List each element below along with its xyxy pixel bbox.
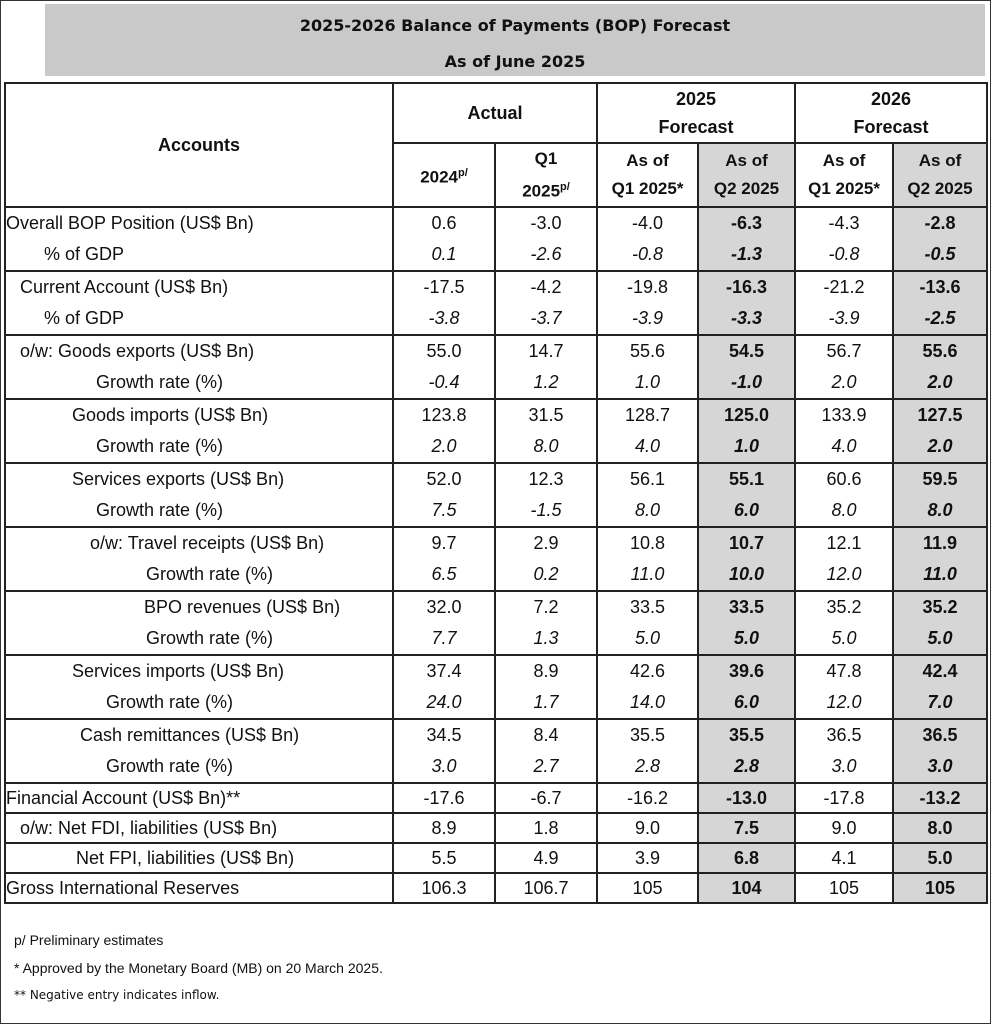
table-row — [5, 335, 987, 399]
row-label-cell — [5, 591, 393, 655]
value-cell — [597, 655, 698, 719]
col-2026-asof-q2-l1: As of — [918, 151, 962, 170]
value-main: 8.9 — [533, 661, 559, 681]
value-rate: 8.0 — [635, 500, 661, 520]
value-cell — [597, 783, 698, 813]
col-2025-asof-q2-l1: As of — [725, 151, 768, 170]
value-main: 47.8 — [826, 661, 862, 681]
value-cell — [893, 527, 987, 591]
value-cell — [893, 813, 987, 843]
value-main: 52.0 — [426, 469, 462, 489]
footnote-approved: * Approved by the Monetary Board (MB) on 20 March 2025. — [14, 960, 383, 976]
value-cell — [597, 207, 698, 271]
value-cell — [597, 399, 698, 463]
forecast-2026-label: Forecast — [853, 117, 929, 137]
value-main: -4.2 — [530, 277, 562, 297]
value-cell — [795, 655, 893, 719]
value-main: 133.9 — [821, 405, 867, 425]
value-main: 35.2 — [826, 597, 862, 617]
forecast-2025-year: 2025 — [676, 89, 717, 109]
value-main: 6.8 — [734, 848, 760, 868]
value-rate: -3.8 — [428, 308, 460, 328]
value-main: 106.7 — [523, 878, 569, 898]
col-2026-asof-q2-header — [893, 143, 987, 207]
row-label-cell — [5, 335, 393, 399]
value-main: -17.6 — [423, 788, 465, 808]
value-rate: -3.7 — [530, 308, 562, 328]
value-main: 9.7 — [431, 533, 457, 553]
value-cell — [893, 399, 987, 463]
value-cell — [597, 527, 698, 591]
value-cell — [795, 873, 893, 903]
value-rate: 2.0 — [927, 372, 953, 392]
value-cell — [698, 655, 795, 719]
value-cell — [795, 463, 893, 527]
table-row — [5, 873, 987, 903]
value-rate: 6.0 — [734, 500, 760, 520]
footnote-negative-entry: ** Negative entry indicates inflow. — [14, 988, 220, 1002]
row-sublabel: Growth rate (%) — [146, 564, 274, 584]
col-2026-asof-q1-l2: Q1 2025* — [808, 179, 880, 198]
value-main: 10.8 — [629, 533, 666, 553]
value-cell — [893, 655, 987, 719]
value-rate: -3.9 — [632, 308, 664, 328]
value-main: 42.6 — [629, 661, 666, 681]
value-cell — [893, 873, 987, 903]
value-main: 55.6 — [922, 341, 958, 361]
table-row — [5, 527, 987, 591]
value-rate: -3.9 — [828, 308, 860, 328]
value-cell — [893, 783, 987, 813]
row-sublabel: % of GDP — [44, 244, 125, 264]
value-rate: 4.0 — [635, 436, 661, 456]
value-rate: 11.0 — [630, 564, 665, 584]
value-rate: 2.0 — [831, 372, 857, 392]
row-label: o/w: Net FDI, liabilities (US$ Bn) — [20, 818, 278, 838]
value-main: -16.2 — [627, 788, 669, 808]
value-cell — [597, 271, 698, 335]
value-cell — [795, 843, 893, 873]
value-main: 7.5 — [734, 818, 760, 838]
value-cell — [795, 271, 893, 335]
value-rate: 7.0 — [927, 692, 953, 712]
table-row — [5, 783, 987, 813]
col-2024-text: 2024 — [420, 167, 459, 187]
row-label-cell — [5, 843, 393, 873]
value-main: 9.0 — [831, 818, 857, 838]
value-cell — [698, 783, 795, 813]
value-main: 123.8 — [421, 405, 467, 425]
value-main: -6.3 — [731, 213, 763, 233]
value-cell — [698, 843, 795, 873]
value-rate: 1.2 — [533, 372, 559, 392]
value-rate: -0.5 — [924, 244, 956, 264]
value-rate: -0.8 — [632, 244, 664, 264]
value-cell — [495, 335, 597, 399]
value-main: 0.6 — [431, 213, 457, 233]
row-sublabel: Growth rate (%) — [146, 628, 274, 648]
value-cell — [795, 527, 893, 591]
value-main: 42.4 — [922, 661, 958, 681]
value-main: -21.2 — [823, 277, 865, 297]
value-rate: 5.0 — [635, 628, 661, 648]
value-main: 36.5 — [922, 725, 958, 745]
forecast-2026-year: 2026 — [871, 89, 912, 109]
value-cell — [393, 843, 495, 873]
row-label: Net FPI, liabilities (US$ Bn) — [76, 848, 295, 868]
value-main: 33.5 — [729, 597, 765, 617]
value-cell — [893, 335, 987, 399]
value-main: 125.0 — [724, 405, 770, 425]
value-main: 7.2 — [533, 597, 559, 617]
value-cell — [495, 655, 597, 719]
title-side-cell — [6, 4, 46, 76]
value-main: 34.5 — [426, 725, 462, 745]
col-2026-asof-q1-header — [795, 143, 893, 207]
value-main: 2.9 — [533, 533, 559, 553]
value-cell — [393, 655, 495, 719]
actual-header: Actual — [393, 83, 597, 143]
value-cell — [495, 873, 597, 903]
value-main: -13.2 — [919, 788, 961, 808]
value-cell — [597, 813, 698, 843]
value-main: 104 — [731, 878, 762, 898]
title-band — [45, 4, 985, 76]
value-main: 55.0 — [426, 341, 462, 361]
value-main: 8.4 — [533, 725, 559, 745]
value-cell — [495, 463, 597, 527]
value-main: 127.5 — [917, 405, 963, 425]
value-rate: 2.0 — [431, 436, 457, 456]
value-main: 39.6 — [729, 661, 765, 681]
value-main: 37.4 — [426, 661, 462, 681]
value-cell — [893, 719, 987, 783]
value-rate: 1.3 — [533, 628, 559, 648]
table-subtitle: As of June 2025 — [444, 52, 586, 71]
value-rate: 6.0 — [734, 692, 760, 712]
value-cell — [795, 399, 893, 463]
value-cell — [795, 813, 893, 843]
value-main: 55.1 — [729, 469, 765, 489]
value-main: 32.0 — [426, 597, 462, 617]
value-cell — [698, 271, 795, 335]
value-rate: -3.3 — [731, 308, 763, 328]
value-cell — [597, 463, 698, 527]
value-main: 9.0 — [635, 818, 661, 838]
value-cell — [698, 873, 795, 903]
value-rate: 8.0 — [533, 436, 559, 456]
value-main: 4.9 — [533, 848, 559, 868]
table-row — [5, 655, 987, 719]
value-rate: 1.0 — [635, 372, 661, 392]
value-rate: 12.0 — [826, 692, 862, 712]
value-rate: 14.0 — [629, 692, 666, 712]
col-q1-2025-header — [495, 143, 597, 207]
value-main: 105 — [829, 878, 860, 898]
value-cell — [393, 463, 495, 527]
row-label: Current Account (US$ Bn) — [20, 277, 229, 297]
col-q1-2025-l1: Q1 — [534, 148, 558, 168]
value-cell — [495, 591, 597, 655]
value-rate: 11.0 — [923, 564, 957, 584]
value-cell — [698, 719, 795, 783]
row-sublabel: Growth rate (%) — [96, 436, 224, 456]
value-rate: 7.7 — [431, 628, 457, 648]
value-cell — [495, 207, 597, 271]
value-main: 35.2 — [922, 597, 958, 617]
value-rate: -0.4 — [428, 372, 460, 392]
value-cell — [893, 591, 987, 655]
value-rate: -2.6 — [530, 244, 562, 264]
value-main: 106.3 — [421, 878, 467, 898]
table-row — [5, 591, 987, 655]
value-cell — [393, 873, 495, 903]
table-row — [5, 719, 987, 783]
table-row — [5, 399, 987, 463]
value-rate: 8.0 — [831, 500, 857, 520]
value-cell — [393, 719, 495, 783]
value-cell — [597, 591, 698, 655]
row-sublabel: Growth rate (%) — [106, 756, 234, 776]
row-label-cell — [5, 207, 393, 271]
col-2024-sup: p/ — [458, 166, 468, 179]
value-main: 36.5 — [826, 725, 862, 745]
value-rate: 2.8 — [635, 756, 661, 776]
table-row — [5, 271, 987, 335]
value-cell — [393, 271, 495, 335]
value-rate: 2.0 — [927, 436, 953, 456]
value-main: 35.5 — [729, 725, 765, 745]
value-cell — [495, 719, 597, 783]
value-main: 105 — [925, 878, 956, 898]
bop-forecast-table — [4, 82, 988, 904]
value-cell — [495, 783, 597, 813]
table-body — [5, 207, 987, 903]
row-label-cell — [5, 783, 393, 813]
value-rate: 2.8 — [734, 756, 760, 776]
value-cell — [893, 843, 987, 873]
col-2025-asof-q2-l2: Q2 2025 — [713, 179, 780, 198]
value-rate: 6.5 — [431, 564, 457, 584]
value-cell — [698, 591, 795, 655]
value-rate: 24.0 — [426, 692, 462, 712]
value-cell — [495, 271, 597, 335]
col-2025-asof-q2-header — [698, 143, 795, 207]
value-main: -13.6 — [919, 277, 961, 297]
value-main: 59.5 — [922, 469, 958, 489]
value-main: -19.8 — [627, 277, 669, 297]
value-rate: 3.0 — [831, 756, 857, 776]
value-main: -4.0 — [632, 213, 664, 233]
col-2025-asof-q1-header — [597, 143, 698, 207]
value-rate: 5.0 — [927, 628, 953, 648]
value-main: 11.9 — [923, 533, 958, 553]
footnote-preliminary: p/ Preliminary estimates — [14, 932, 164, 948]
value-cell — [795, 591, 893, 655]
value-main: 33.5 — [629, 597, 666, 617]
table-row — [5, 463, 987, 527]
row-label: Gross International Reserves — [6, 878, 240, 898]
value-cell — [393, 207, 495, 271]
value-main: 54.5 — [729, 341, 765, 361]
row-label-cell — [5, 271, 393, 335]
value-cell — [893, 463, 987, 527]
accounts-header: Accounts — [5, 83, 393, 207]
value-cell — [393, 527, 495, 591]
value-main: 56.1 — [629, 469, 666, 489]
value-main: 55.6 — [629, 341, 666, 361]
row-label: o/w: Goods exports (US$ Bn) — [20, 341, 255, 361]
value-cell — [795, 207, 893, 271]
value-main: -2.8 — [924, 213, 956, 233]
value-cell — [795, 719, 893, 783]
value-cell — [393, 813, 495, 843]
value-main: -6.7 — [530, 788, 562, 808]
col-q1-2025-l2: 2025 — [522, 181, 561, 201]
value-main: -3.0 — [530, 213, 562, 233]
value-cell — [393, 399, 495, 463]
forecast-2025-header — [597, 83, 795, 143]
value-main: 128.7 — [624, 405, 671, 425]
value-main: 60.6 — [826, 469, 862, 489]
value-cell — [597, 843, 698, 873]
value-main: 56.7 — [826, 341, 862, 361]
value-rate: 1.0 — [734, 436, 760, 456]
value-rate: -1.0 — [731, 372, 763, 392]
value-cell — [698, 463, 795, 527]
value-main: 1.8 — [533, 818, 559, 838]
value-rate: 0.2 — [533, 564, 559, 584]
row-label: BPO revenues (US$ Bn) — [144, 597, 341, 617]
value-main: 31.5 — [528, 405, 564, 425]
col-2025-asof-q1-l2: Q1 2025* — [611, 179, 684, 198]
row-sublabel: % of GDP — [44, 308, 125, 328]
forecast-2026-header — [795, 83, 987, 143]
row-label: Overall BOP Position (US$ Bn) — [6, 213, 254, 233]
value-main: 5.5 — [431, 848, 457, 868]
value-cell — [795, 335, 893, 399]
col-2025-asof-q1-l1: As of — [626, 151, 669, 170]
value-rate: 1.7 — [533, 692, 559, 712]
value-rate: 8.0 — [927, 500, 953, 520]
value-rate: -1.3 — [731, 244, 763, 264]
value-cell — [698, 335, 795, 399]
value-main: 105 — [632, 878, 663, 898]
row-label-cell — [5, 399, 393, 463]
row-label-cell — [5, 527, 393, 591]
row-label: o/w: Travel receipts (US$ Bn) — [90, 533, 325, 553]
row-sublabel: Growth rate (%) — [96, 372, 224, 392]
value-rate: 3.0 — [431, 756, 457, 776]
row-label: Services exports (US$ Bn) — [72, 469, 285, 489]
value-cell — [698, 813, 795, 843]
value-main: 12.3 — [528, 469, 564, 489]
value-rate: 4.0 — [831, 436, 857, 456]
value-main: 8.0 — [927, 818, 953, 838]
value-main: 8.9 — [431, 818, 457, 838]
table-row — [5, 207, 987, 271]
value-rate: 5.0 — [734, 628, 760, 648]
row-label-cell — [5, 813, 393, 843]
value-cell — [495, 527, 597, 591]
value-rate: 7.5 — [431, 500, 457, 520]
value-main: -13.0 — [726, 788, 768, 808]
value-main: -17.5 — [423, 277, 465, 297]
value-cell — [495, 399, 597, 463]
value-cell — [495, 813, 597, 843]
value-main: 35.5 — [629, 725, 666, 745]
forecast-2025-label: Forecast — [658, 117, 734, 137]
row-label-cell — [5, 655, 393, 719]
row-sublabel: Growth rate (%) — [106, 692, 234, 712]
row-label-cell — [5, 719, 393, 783]
value-main: -17.8 — [823, 788, 865, 808]
value-cell — [393, 335, 495, 399]
value-cell — [393, 591, 495, 655]
value-main: -16.3 — [726, 277, 768, 297]
value-cell — [597, 335, 698, 399]
value-cell — [698, 207, 795, 271]
value-cell — [495, 843, 597, 873]
value-rate: 3.0 — [927, 756, 953, 776]
value-main: 5.0 — [927, 848, 953, 868]
value-main: 12.1 — [826, 533, 862, 553]
col-q1-2025-sup: p/ — [560, 180, 570, 193]
value-main: 4.1 — [831, 848, 857, 868]
row-label: Financial Account (US$ Bn)** — [6, 788, 241, 808]
row-label: Services imports (US$ Bn) — [72, 661, 285, 681]
value-rate: -0.8 — [828, 244, 860, 264]
footnotes — [14, 932, 383, 1014]
value-cell — [597, 719, 698, 783]
value-cell — [698, 399, 795, 463]
value-rate: 0.1 — [431, 244, 457, 264]
value-rate: 10.0 — [729, 564, 765, 584]
row-label-cell — [5, 873, 393, 903]
value-cell — [795, 783, 893, 813]
value-main: 3.9 — [635, 848, 661, 868]
col-2026-asof-q2-l2: Q2 2025 — [907, 179, 973, 198]
value-cell — [597, 873, 698, 903]
value-main: -4.3 — [828, 213, 860, 233]
value-rate: 5.0 — [831, 628, 857, 648]
value-main: 14.7 — [528, 341, 564, 361]
row-label: Goods imports (US$ Bn) — [72, 405, 269, 425]
value-cell — [698, 527, 795, 591]
table-row — [5, 813, 987, 843]
value-rate: -2.5 — [924, 308, 956, 328]
table-row — [5, 843, 987, 873]
value-rate: -1.5 — [530, 500, 562, 520]
value-rate: 2.7 — [533, 756, 559, 776]
row-label: Cash remittances (US$ Bn) — [80, 725, 300, 745]
table-title: 2025-2026 Balance of Payments (BOP) Forecast — [299, 16, 731, 35]
value-cell — [393, 783, 495, 813]
value-cell — [893, 271, 987, 335]
value-cell — [893, 207, 987, 271]
row-sublabel: Growth rate (%) — [96, 500, 224, 520]
col-2024-header — [393, 143, 495, 207]
col-2026-asof-q1-l1: As of — [822, 151, 866, 170]
value-rate: 12.0 — [826, 564, 862, 584]
value-main: 10.7 — [729, 533, 765, 553]
row-label-cell — [5, 463, 393, 527]
